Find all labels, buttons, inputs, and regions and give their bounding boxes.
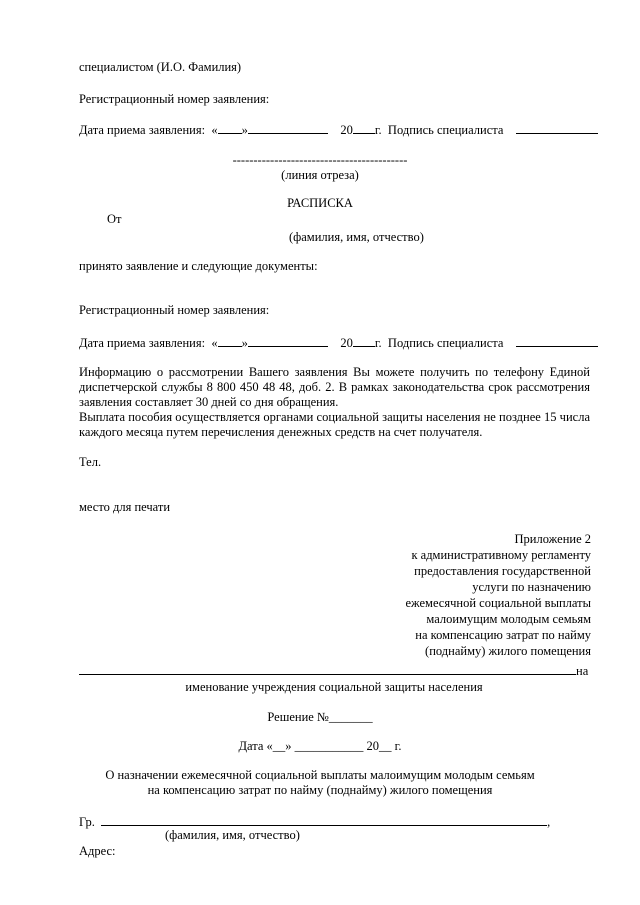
- date-label: Дата приема заявления:: [79, 336, 206, 350]
- receipt-registration-number-label: Регистрационный номер заявления:: [79, 303, 270, 317]
- decision-title: Решение №_______: [267, 710, 373, 724]
- citizen-fio-hint: (фамилия, имя, отчество): [165, 828, 300, 842]
- institution-tail: на: [576, 664, 589, 678]
- institution-blank[interactable]: [79, 663, 576, 675]
- quote-open: «: [211, 123, 218, 137]
- documents-accepted-line: принято заявление и следующие документы:: [79, 259, 318, 273]
- application-date-row: [79, 122, 598, 138]
- institution-hint: именование учреждения социальной защиты населения: [185, 680, 483, 694]
- appendix-line: малоимущим молодым семьям: [426, 612, 591, 626]
- year-suffix: г.: [374, 123, 382, 137]
- month-blank[interactable]: [248, 122, 328, 134]
- institution-row: [79, 663, 588, 679]
- appendix-line: (поднайму) жилого помещения: [425, 644, 591, 658]
- receipt-fio-hint: (фамилия, имя, отчество): [289, 230, 424, 244]
- receipt-date-row: [79, 335, 598, 351]
- appendix-line: предоставления государственной: [414, 564, 591, 578]
- stamp-place-label: место для печати: [79, 500, 171, 514]
- signature-label: Подпись специалиста: [387, 123, 504, 137]
- quote-close: »: [241, 336, 248, 350]
- quote-close: »: [241, 123, 248, 137]
- decision-date-line: Дата «__» ___________ 20__ г.: [238, 739, 402, 753]
- decision-subject-line-2: на компенсацию затрат по найму (поднайму) жилого помещения: [147, 783, 493, 797]
- appendix-line: на компенсацию затрат по найму: [415, 628, 591, 642]
- year-blank[interactable]: [353, 335, 375, 347]
- appendix-line: ежемесячной социальной выплаты: [405, 596, 591, 610]
- citizen-blank[interactable]: [101, 814, 547, 826]
- quote-open: «: [211, 336, 218, 350]
- citizen-row: [79, 814, 550, 830]
- date-label: Дата приема заявления:: [79, 123, 206, 137]
- payment-paragraph: Выплата пособия осуществляется органами социальной защиты населения не позднее 15 числа каждого месяца путем перечисления денежных средств на счет получателя.: [79, 410, 590, 439]
- day-blank[interactable]: [218, 122, 242, 134]
- citizen-tail: ,: [547, 815, 551, 829]
- cut-dashes: ------------------------------------------: [232, 153, 408, 167]
- citizen-label: Гр.: [79, 815, 95, 829]
- info-paragraph: Информацию о рассмотрении Вашего заявления Вы можете получить по телефону Единой диспетчерской службы 8 800 450 48 48, доб. 2. В рамках законодательства срок рассмотрения заявления составляет 30 дней со дня обращения.: [79, 365, 590, 409]
- day-blank[interactable]: [218, 335, 242, 347]
- appendix-header: [405, 531, 591, 659]
- receipt-from-label: От: [107, 212, 122, 226]
- signature-label: Подпись специалиста: [387, 336, 504, 350]
- signature-blank[interactable]: [516, 122, 598, 134]
- appendix-line: Приложение 2: [514, 532, 591, 546]
- year-prefix: 20: [340, 123, 353, 137]
- year-prefix: 20: [340, 336, 353, 350]
- specialist-name-line: специалистом (И.О. Фамилия): [79, 60, 242, 74]
- appendix-line: услуги по назначению: [472, 580, 591, 594]
- decision-subject-line-1: О назначении ежемесячной социальной выплаты малоимущим молодым семьям: [105, 768, 535, 782]
- cut-line-label: (линия отреза): [281, 168, 359, 182]
- phone-label: Тел.: [79, 455, 102, 469]
- receipt-title: РАСПИСКА: [287, 196, 353, 210]
- year-suffix: г.: [374, 336, 382, 350]
- registration-number-label: Регистрационный номер заявления:: [79, 92, 270, 106]
- appendix-line: к административному регламенту: [411, 548, 591, 562]
- address-label: Адрес:: [79, 844, 116, 858]
- signature-blank[interactable]: [516, 335, 598, 347]
- year-blank[interactable]: [353, 122, 375, 134]
- month-blank[interactable]: [248, 335, 328, 347]
